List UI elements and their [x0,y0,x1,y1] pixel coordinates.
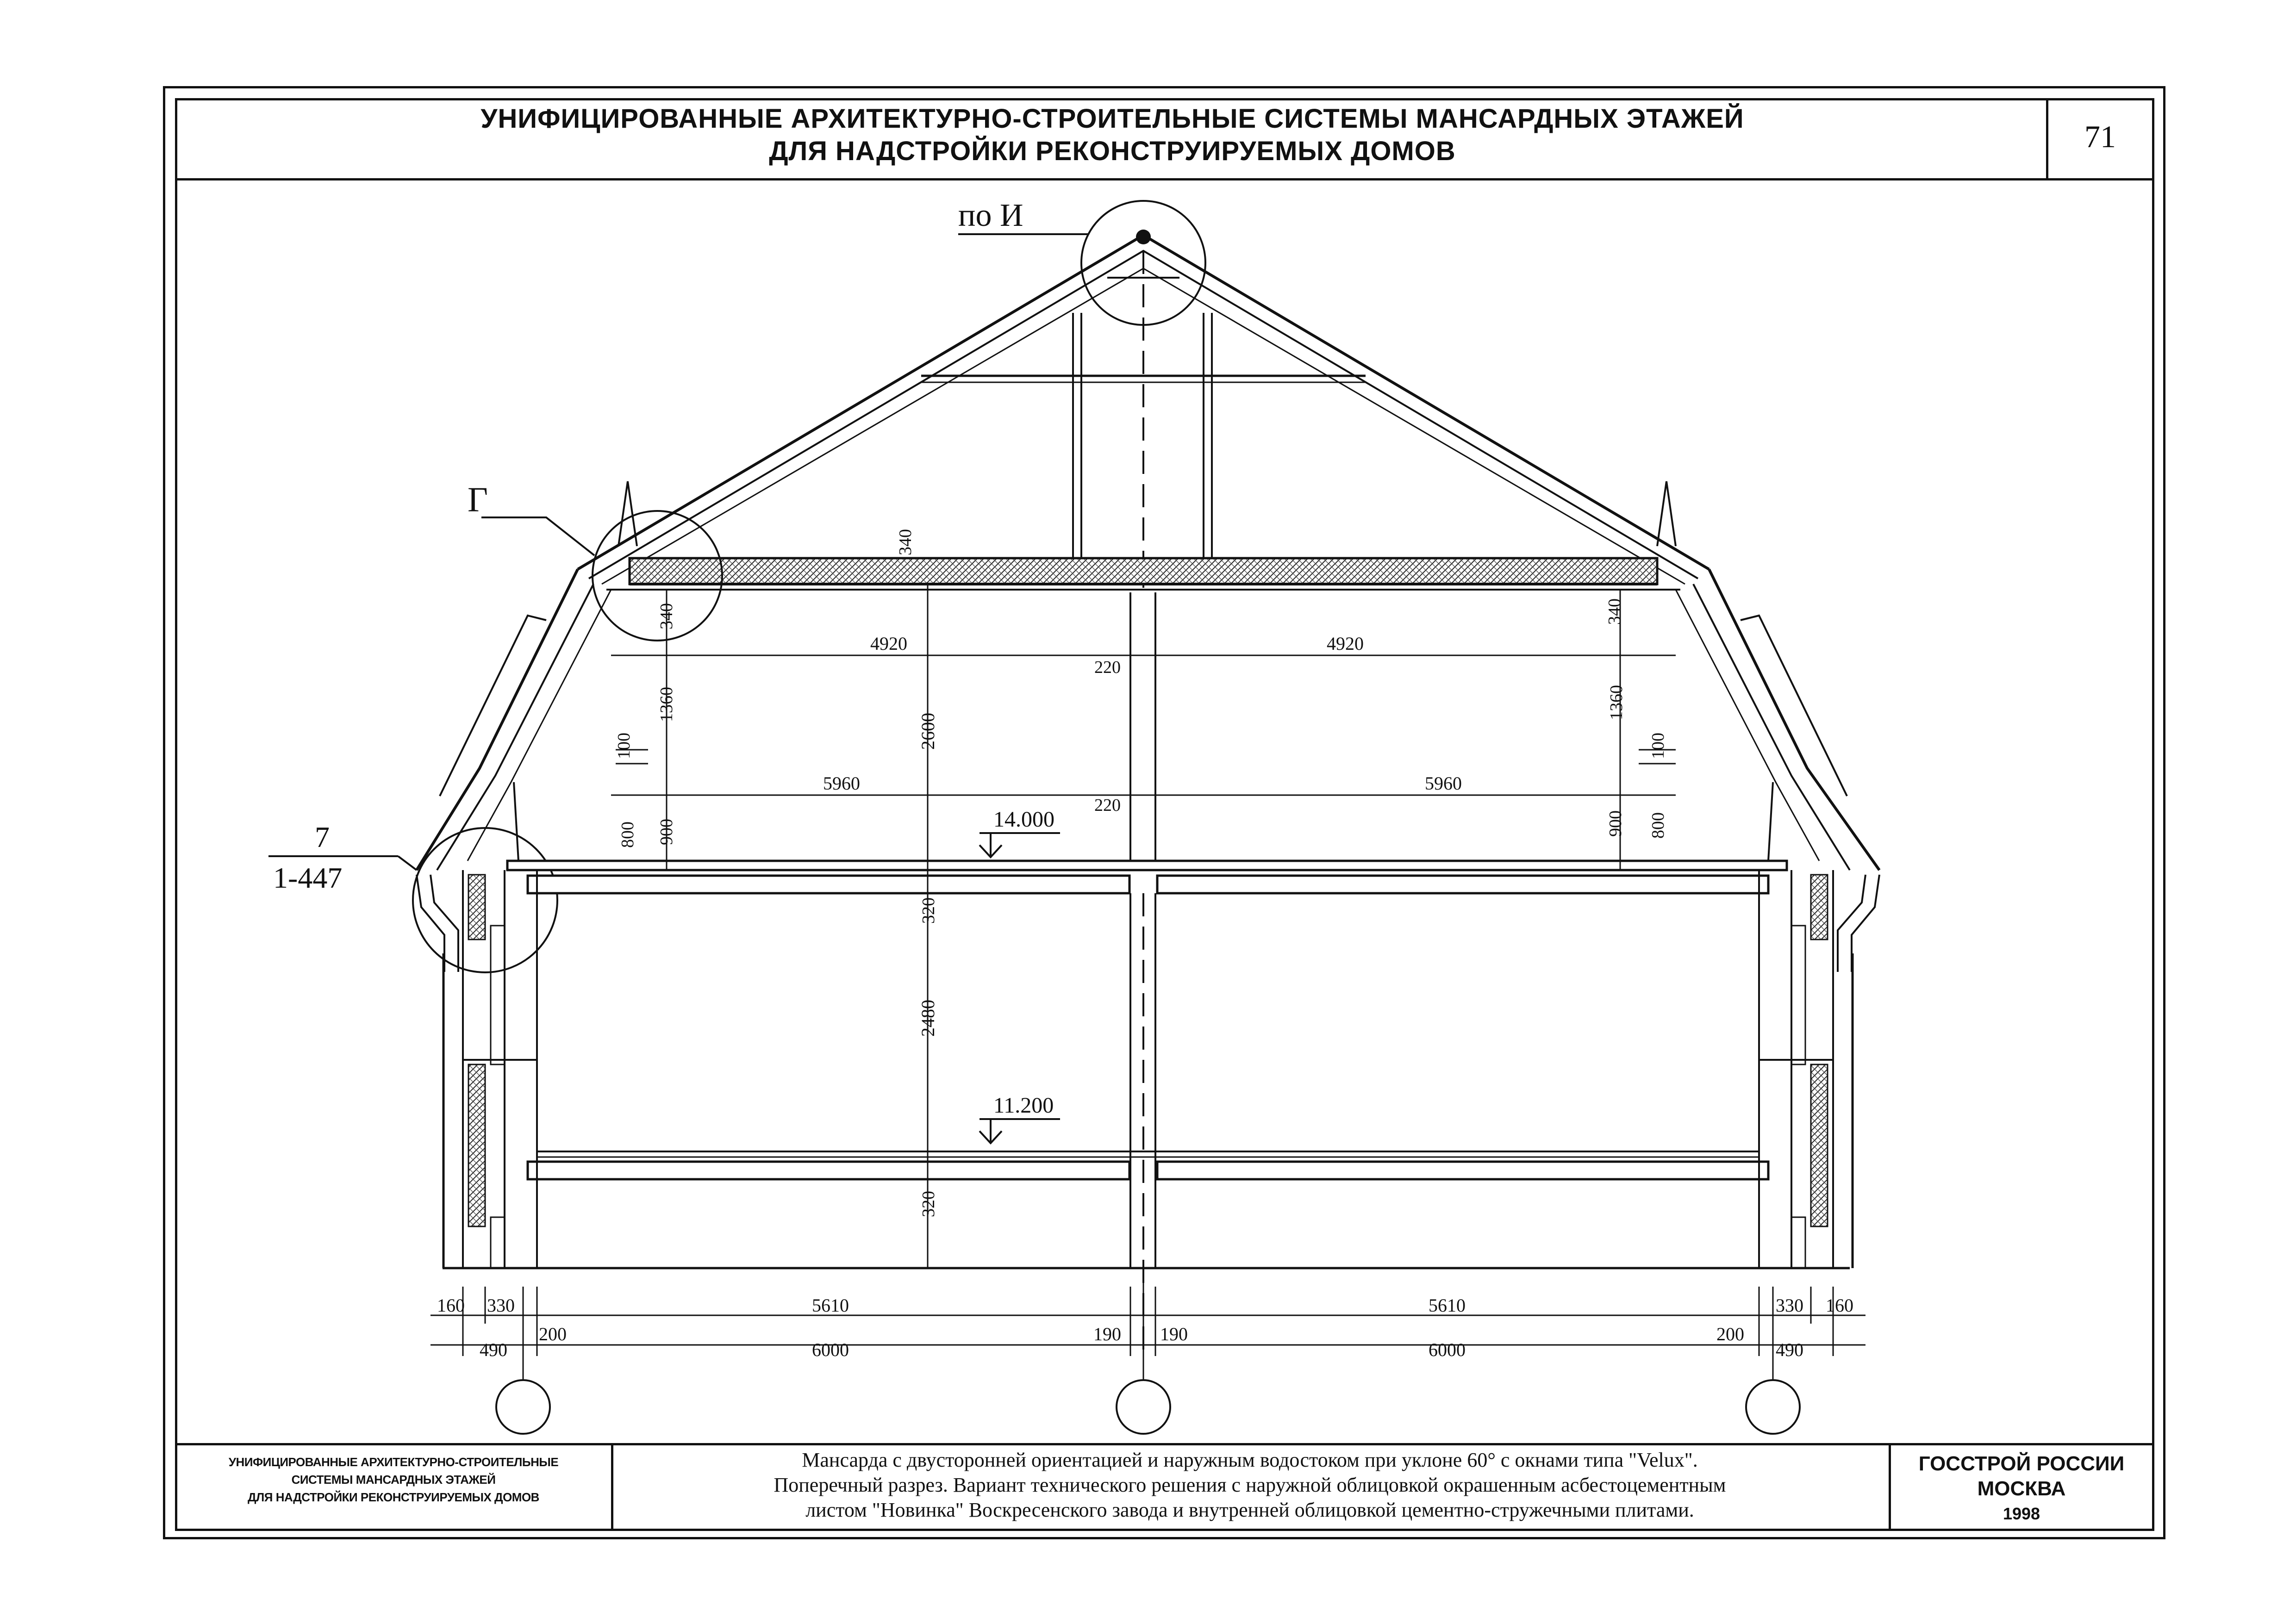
dim-span-left-4920: 4920 [870,633,907,654]
dim-right-1360: 1360 [1607,685,1626,720]
elevation-mark-upper [980,833,1060,857]
dim-left-100: 100 [614,733,634,759]
dim-bottom-490-right: 490 [1776,1339,1803,1360]
dim-span-right-5960: 5960 [1425,773,1462,794]
eave-callout-leader [481,517,594,555]
dim-beam-220-lower: 220 [1094,796,1121,815]
bottom-dimension-chains [430,1268,1866,1379]
dim-bottom-160-left: 160 [437,1295,465,1316]
dim-left-900: 900 [657,819,676,845]
header-title-line1: УНИФИЦИРОВАННЫЕ АРХИТЕКТУРНО-СТРОИТЕЛЬНЫЕ СИСТЕМЫ МАНСАРДНЫХ ЭТАЖЕЙ [480,104,1744,134]
footer-organization [1889,1451,2154,1526]
dim-bottom-490-left: 490 [480,1339,507,1360]
drainpipe-left [417,875,458,972]
grid-axis-bubble-left [496,1380,550,1434]
dim-left-top-340: 340 [657,603,676,629]
dim-bottom-200-left: 200 [539,1324,567,1344]
footer-year: 1998 [2003,1504,2040,1523]
attic-insulation [606,558,1680,590]
elevation-upper: 14.000 [993,807,1054,832]
gutter-callout-top: 7 [315,821,330,853]
footer-sheet-description [620,1448,1879,1523]
dim-bottom-200-right: 200 [1716,1324,1744,1344]
dim-left-800: 800 [618,821,637,848]
dim-slab-320-upper: 320 [919,897,938,924]
footer-series-line1: УНИФИЦИРОВАННЫЕ АРХИТЕКТУРНО-СТРОИТЕЛЬНЫЕ [228,1455,559,1469]
dim-bottom-6000-right: 6000 [1429,1339,1466,1360]
footer-org-line2: МОСКВА [1977,1477,2066,1500]
dim-span-right-4920: 4920 [1327,633,1364,654]
dim-span-left-5960: 5960 [823,773,860,794]
dim-bottom-160-right: 160 [1826,1295,1853,1316]
footer-org-line1: ГОССТРОЙ РОССИИ [1918,1452,2125,1475]
mansard-floor-slab [507,861,1787,893]
gutter-callout-bottom: 1-447 [273,861,343,894]
dim-bottom-330-left: 330 [487,1295,515,1316]
footer-desc-line2: Поперечный разрез. Вариант технического решения с наружной облицовкой окрашенным асбестоцементным [774,1474,1726,1496]
dim-bottom-190-right: 190 [1160,1324,1188,1344]
center-partition [1130,592,1155,1351]
grid-axis-bubble-right [1746,1380,1800,1434]
dim-right-900: 900 [1606,810,1625,837]
mansard-slope-right [1676,569,1879,870]
dim-bottom-5610-right: 5610 [1429,1295,1466,1316]
dim-bottom-5610-left: 5610 [812,1295,849,1316]
dim-bottom-190-left: 190 [1093,1324,1121,1344]
dim-height-2480: 2480 [917,1000,938,1037]
gutter-callout-leader [398,856,417,870]
footer-desc-line1: Мансарда с двусторонней ориентацией и наружным водостоком при уклоне 60° с окнами типа "Velux". [802,1449,1698,1471]
dim-bottom-6000-left: 6000 [812,1339,849,1360]
dim-beam-220-upper: 220 [1094,658,1121,677]
eave-callout: Г [468,480,488,519]
dim-right-top-340: 340 [1605,598,1624,625]
dim-insulation: 340 [896,529,915,555]
dim-left-1360: 1360 [657,687,676,722]
footer-series-title [185,1453,602,1506]
dim-bottom-330-right: 330 [1776,1295,1803,1316]
ridge-vent-right [1657,481,1676,546]
footer-desc-line3: листом "Новинка" Воскресенского завода и внутренней облицовкой цементно-стружечными плитами. [805,1499,1694,1521]
ridge-cap [1136,230,1151,244]
footer-series-line3: ДЛЯ НАДСТРОЙКИ РЕКОНСТРУИРУЕМЫХ ДОМОВ [248,1490,539,1504]
dim-slab-320-lower: 320 [919,1191,938,1217]
dim-right-800: 800 [1648,812,1668,839]
footer-divider-1 [611,1443,613,1531]
page-number: 71 [2084,119,2116,154]
footer-series-line2: СИСТЕМЫ МАНСАРДНЫХ ЭТАЖЕЙ [291,1473,496,1487]
dim-right-100: 100 [1648,733,1668,759]
lower-floor-slab [528,1151,1768,1179]
roof-gable [578,235,1709,588]
mansard-slope-left [417,569,611,870]
grid-axis-bubble-center [1117,1380,1170,1434]
ridge-callout: по И [958,198,1023,233]
header-title-line2: ДЛЯ НАДСТРОЙКИ РЕКОНСТРУИРУЕМЫХ ДОМОВ [769,136,1456,166]
elevation-lower: 11.200 [993,1093,1054,1118]
drainpipe-right [1838,875,1879,972]
dim-height-2600: 2600 [917,713,938,750]
elevation-mark-lower [980,1119,1060,1143]
